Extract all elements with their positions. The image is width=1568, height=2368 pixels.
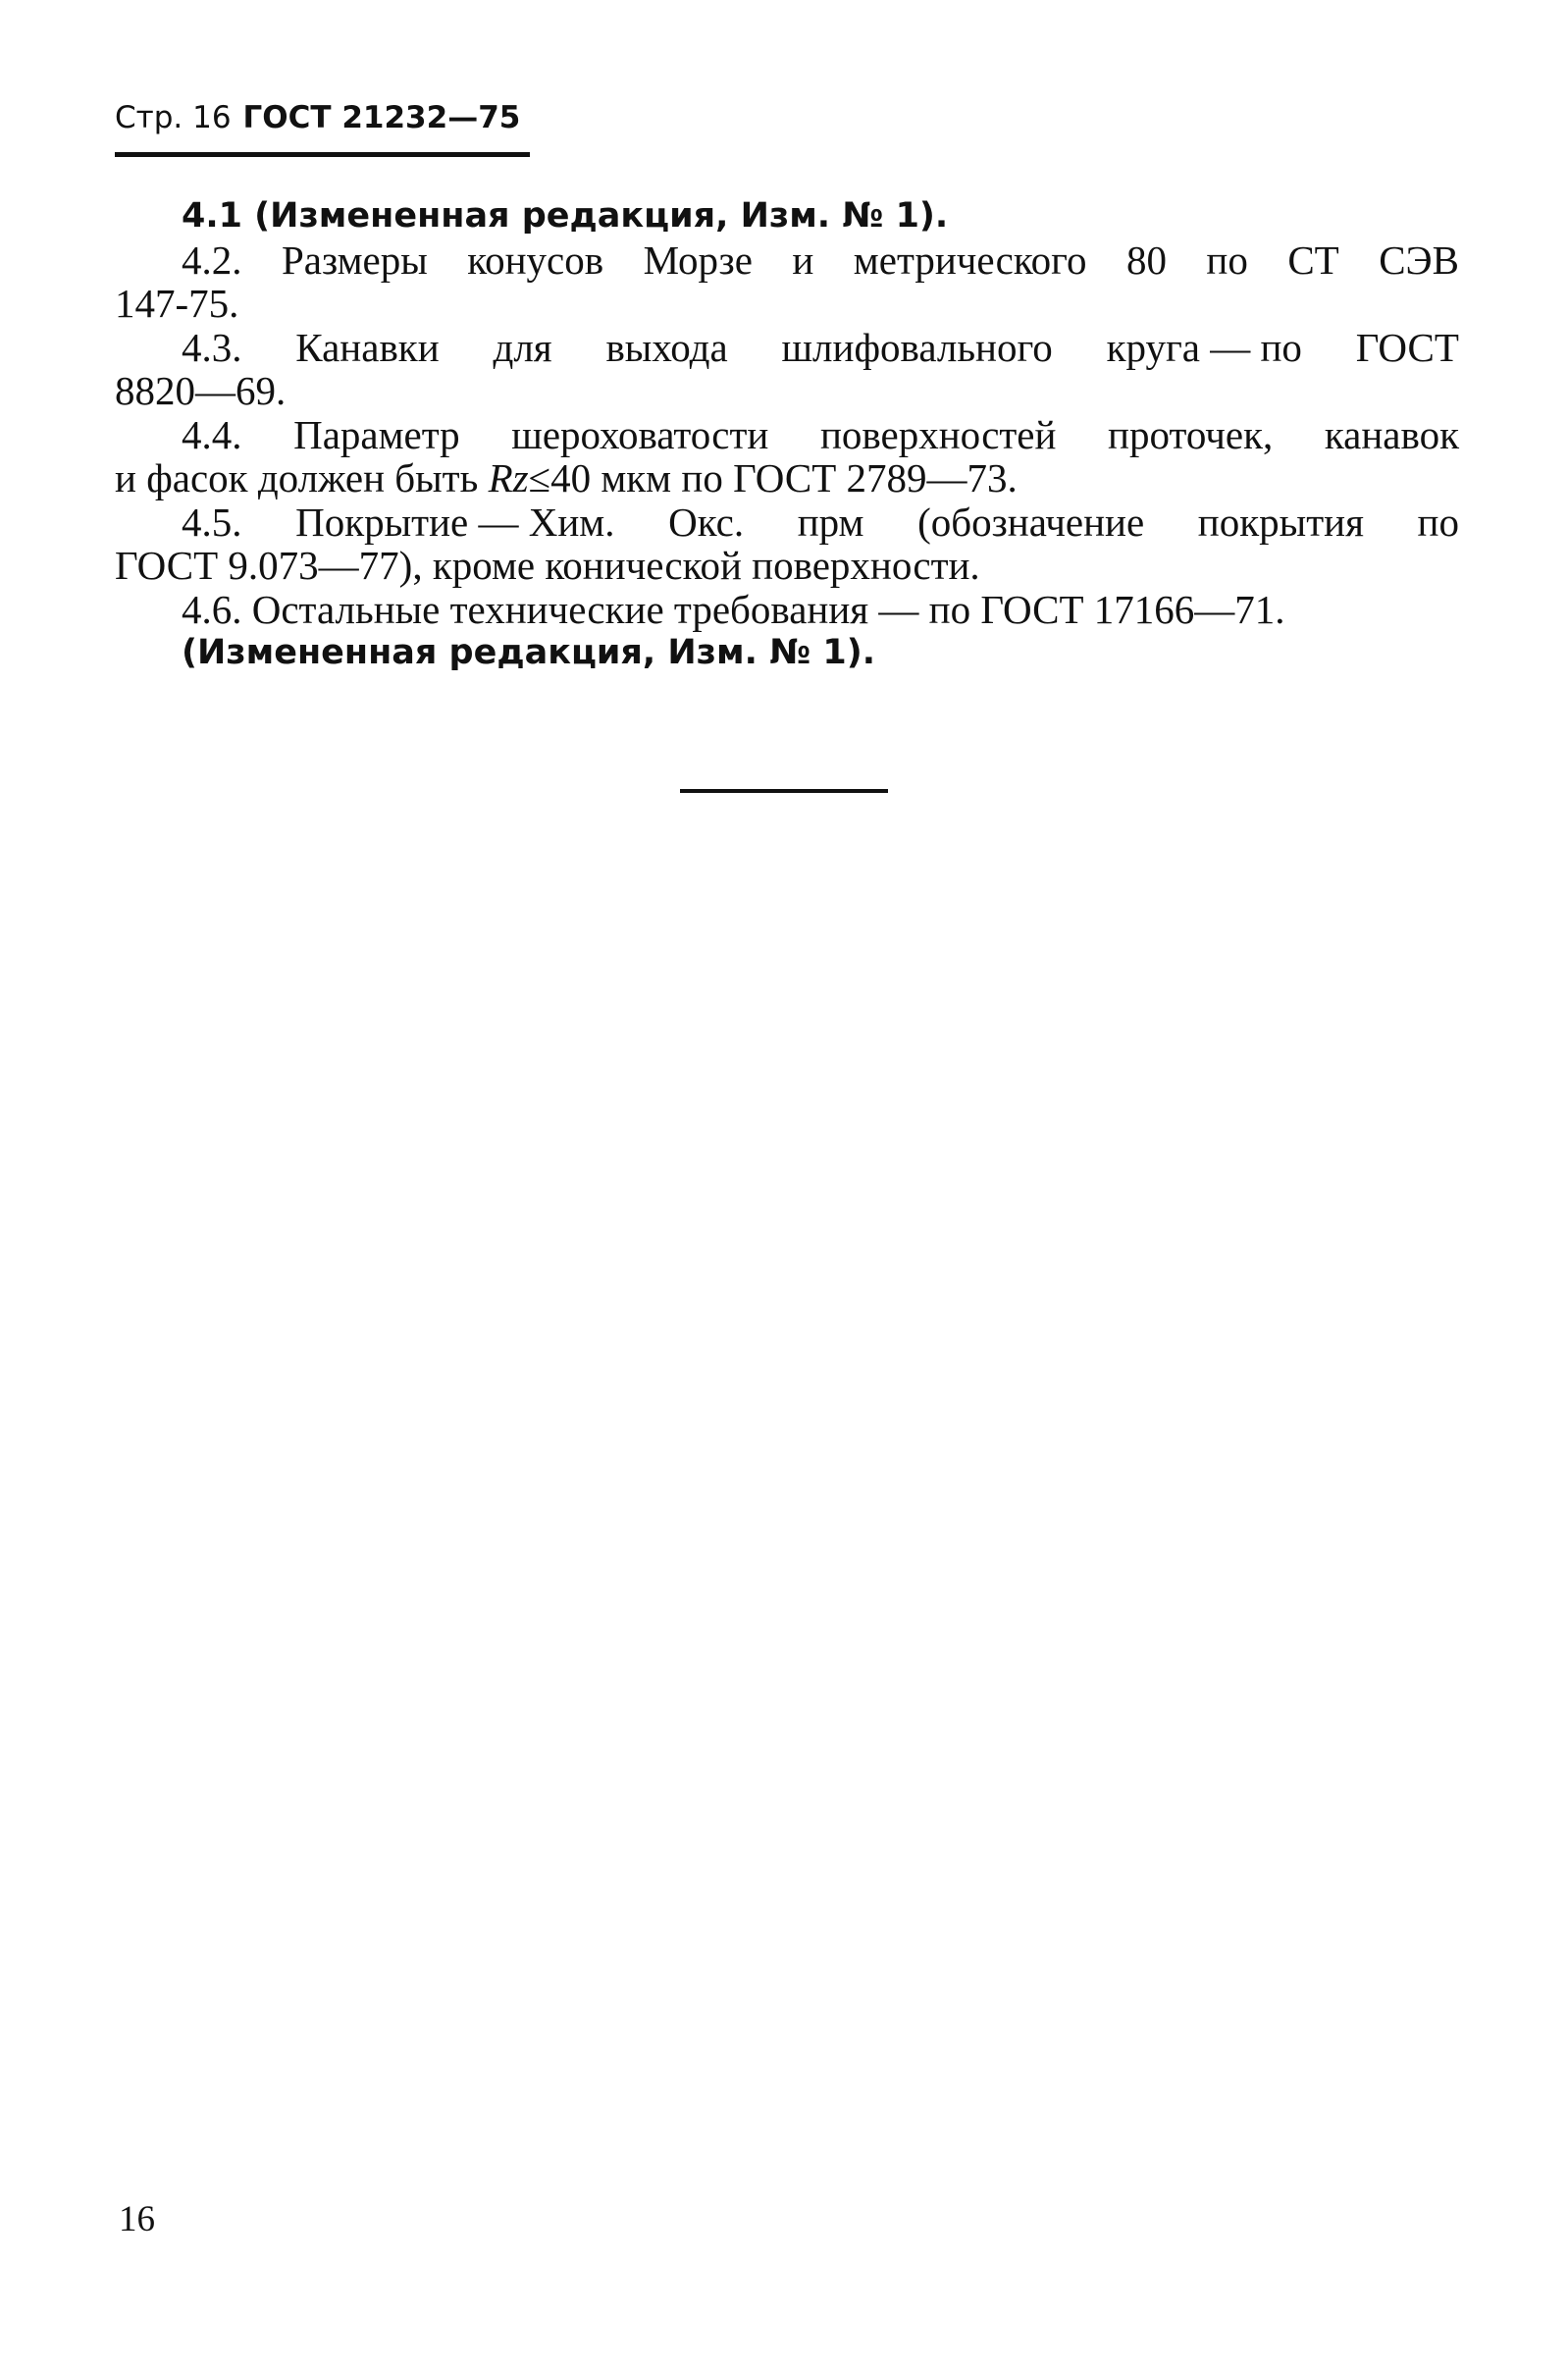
word: круга — по — [1106, 324, 1302, 370]
header-document-number: ГОСТ 21232—75 — [242, 100, 521, 135]
word: Размеры — [281, 237, 428, 283]
word: прм — [797, 499, 864, 545]
line-text: и фасок должен быть — [115, 455, 489, 500]
main-text — [115, 194, 1459, 675]
word: Морзе — [643, 237, 753, 283]
word: 4.2. — [182, 237, 242, 283]
paragraph-4-5-line-2: ГОСТ 9.073—77), кроме конической поверхности. — [115, 543, 980, 588]
word: 80 — [1125, 237, 1167, 283]
line-text: ≤40 мкм по ГОСТ 2789—73. — [528, 455, 1018, 500]
paragraph-4-3-line-1 — [115, 326, 1459, 370]
running-header — [115, 93, 530, 157]
word: Окс. — [668, 499, 745, 545]
word: проточек, — [1108, 411, 1274, 457]
word: СЭВ — [1379, 237, 1459, 283]
word: 4.4. — [182, 411, 242, 457]
word: и — [792, 237, 814, 283]
word: 4.5. — [182, 499, 242, 545]
paragraph-4-5-line-1 — [115, 500, 1459, 545]
word: Параметр — [293, 411, 460, 457]
word: ГОСТ — [1355, 324, 1459, 370]
word: шероховатости — [511, 411, 769, 457]
word: СТ — [1287, 237, 1339, 283]
paragraph-4-1: 4.1 (Измененная редакция, Изм. № 1). — [182, 196, 949, 236]
paragraph-4-2-line-2: 147-75. — [115, 281, 239, 326]
header-page-label: Стр. 16 — [115, 100, 232, 135]
word: по — [1206, 237, 1248, 283]
section-end-rule — [680, 789, 888, 793]
paragraph-4-2-line-1 — [115, 238, 1459, 283]
word: конусов — [467, 237, 604, 283]
paragraph-4-4-line-2 — [115, 456, 1459, 500]
word: поверхностей — [819, 411, 1057, 457]
word: по — [1417, 499, 1459, 545]
paragraph-4-3-line-2: 8820—69. — [115, 368, 287, 413]
paragraph-4-6-amendment-note: (Измененная редакция, Изм. № 1). — [182, 633, 876, 672]
word: для — [493, 324, 552, 370]
word: покрытия — [1197, 499, 1364, 545]
word: Покрытие — Хим. — [295, 499, 615, 545]
word: канавок — [1324, 411, 1459, 457]
word: шлифовального — [781, 324, 1053, 370]
word: метрического — [853, 237, 1087, 283]
word: (обозначение — [917, 499, 1145, 545]
roughness-symbol: Rz — [488, 455, 529, 500]
paragraph-4-6-line-1: 4.6. Остальные технические требования — по ГОСТ 17166—71. — [182, 586, 1285, 632]
word: Канавки — [295, 324, 440, 370]
page-number: 16 — [119, 2199, 155, 2239]
paragraph-4-4-line-1 — [115, 413, 1459, 457]
word: выхода — [605, 324, 728, 370]
word: 4.3. — [182, 324, 242, 370]
